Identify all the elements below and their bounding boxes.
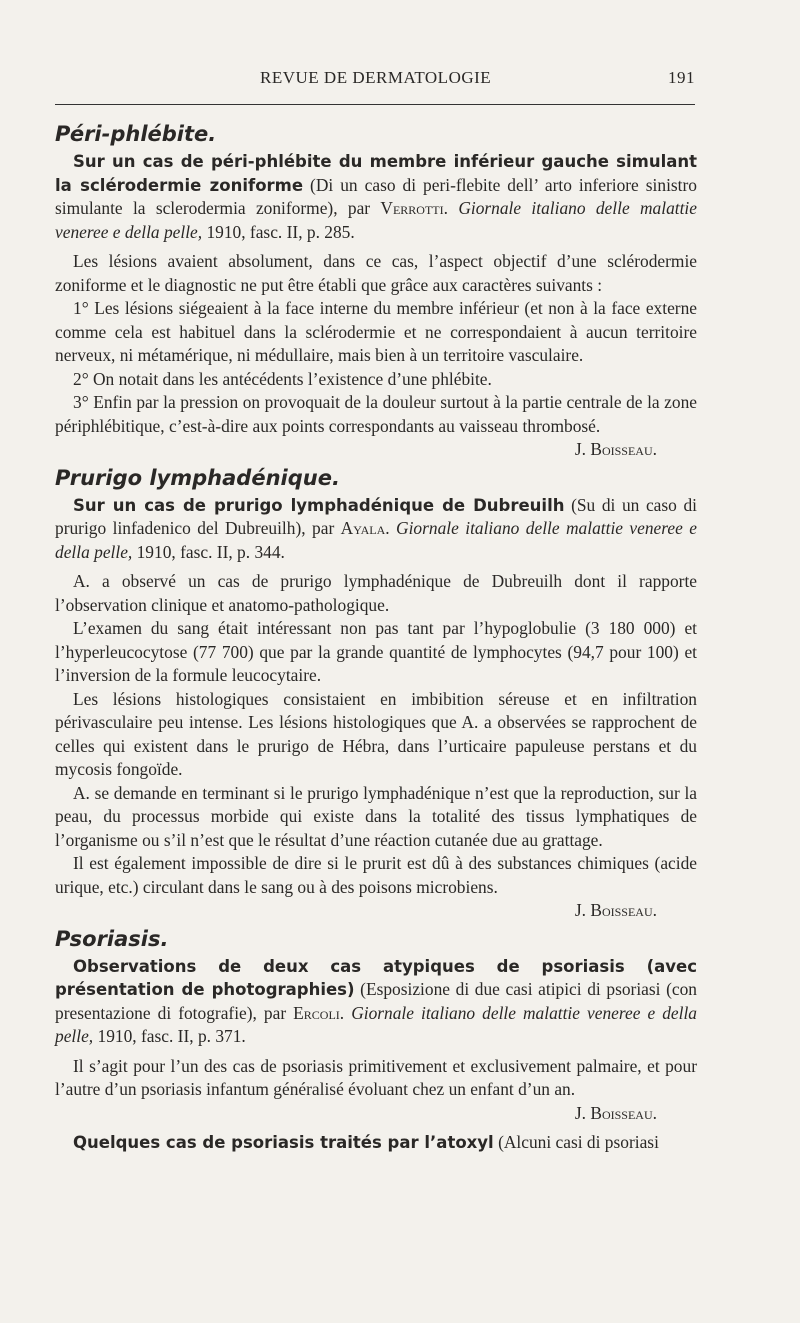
paragraph: L’examen du sang était intéressant non pas tant par l’hypoglobulie (3 180 000) et l’hyperleucocytose (77 700) que par la grande quantité de lymphocytes (94,7 pour 100) et l’inversion de la formule leucocytaire. xyxy=(55,618,697,685)
article-body xyxy=(55,118,697,1155)
abstract-title: Sur un cas de prurigo lymphadénique de Dubreuilh xyxy=(73,495,565,515)
italian-title: (Su di un caso di prurigo linfadenico del Dubreuilh), par xyxy=(55,494,697,538)
signature-line xyxy=(55,1102,697,1126)
abstract-title: Sur un cas de péri-phlébite du membre inférieur gauche simulant la sclérodermie zoniforme xyxy=(55,152,697,195)
paragraph: Les lésions histologiques consistaient en imbibition séreuse et en infiltration périvasculaire peu intense. Les lésions histologiques que A. a observées se rapprochent de celles qui existent dans le prurigo de Hébra, dans l’urticaire papuleuse perstans et du mycosis fongoïde. xyxy=(55,688,697,779)
page-number: 191 xyxy=(668,68,695,87)
running-title: REVUE DE DERMATOLOGIE xyxy=(260,68,492,87)
abstract-citation xyxy=(55,1131,697,1155)
separator: . xyxy=(443,198,459,218)
signature: J. Boisseau. xyxy=(574,439,657,459)
abstract-citation xyxy=(55,955,697,1049)
journal-name: Giornale italiano delle malattie veneree e della pelle, xyxy=(55,198,697,242)
paragraph: 2° On notait dans les antécédents l’existence d’une phlébite. xyxy=(73,368,492,389)
author-name: Verrotti xyxy=(380,198,444,218)
signature: J. Boisseau. xyxy=(574,1102,657,1123)
author-name: Ercoli xyxy=(293,1002,340,1023)
section-title: Psoriasis. xyxy=(55,926,169,951)
separator: . xyxy=(339,1002,352,1023)
author-name: Ayala xyxy=(340,518,386,538)
paragraph: Les lésions avaient absolument, dans ce cas, l’aspect objectif d’une sclérodermie zoniforme et le diagnostic ne put être établi que grâce aux caractères suivants : xyxy=(55,251,697,295)
header-rule xyxy=(55,104,695,105)
paragraph: A. se demande en terminant si le prurigo lymphadénique n’est que la reproduction, sur la peau, du processus morbide qui existe dans la totalité des tissus lymphatiques de l’organisme ou s’il n’est que le résultat d’une réaction cutanée due au grattage. xyxy=(55,782,697,850)
signature: J. Boisseau. xyxy=(574,900,657,920)
separator: . xyxy=(385,518,397,538)
abstract-title: Quelques cas de psoriasis traités par l’atoxyl xyxy=(73,1133,494,1152)
reference: 1910, fasc. II, p. 371. xyxy=(93,1026,246,1046)
italian-title: (Di un caso di peri-flebite dell’ arto inferiore sinistro simulante la sclerodermia zoniforme), par xyxy=(55,174,697,218)
journal-name: Giornale italiano delle malattie veneree e della pelle, xyxy=(55,518,697,562)
paragraph: Il s’agit pour l’un des cas de psoriasis primitivement et exclusivement palmaire, et pour l’autre d’un psoriasis infantum généralisé évoluant chez un enfant d’un an. xyxy=(55,1055,697,1099)
reference: 1910, fasc. II, p. 344. xyxy=(132,541,285,562)
section-title: Prurigo lymphadénique. xyxy=(55,465,340,490)
section-title: Péri-phlébite. xyxy=(55,122,217,146)
paragraph: Il est également impossible de dire si le prurit est dû à des substances chimiques (acide urique, etc.) circulant dans le sang ou à des poisons microbiens. xyxy=(55,853,697,897)
signature-line xyxy=(55,438,697,462)
signature-line xyxy=(55,899,697,923)
abstract-title: Observations de deux cas atypiques de psoriasis (avec présentation de photographies) xyxy=(55,956,697,999)
italian-title: (Alcuni casi di psoriasi xyxy=(493,1132,659,1152)
paragraph: 3° Enfin par la pression on provoquait de la douleur surtout à la partie centrale de la zone périphlébitique, c’est-à-dire aux points correspondants au vaisseau thrombosé. xyxy=(55,392,697,436)
paragraph: 1° Les lésions siégeaient à la face interne du membre inférieur (et non à la face externe comme cela est habituel dans la sclérodermie et ne correspondaient à aucun territoire nerveux, ni métamérique, ni médullaire, mais bien à un territoire vasculaire. xyxy=(55,298,697,365)
abstract-citation xyxy=(55,150,697,244)
italian-title: (Esposizione di due casi atipici di psoriasi (con presentazione di fotografie), par xyxy=(55,979,697,1023)
reference: 1910, fasc. II, p. 285. xyxy=(202,221,355,242)
paragraph: A. a observé un cas de prurigo lymphadénique de Dubreuilh dont il rapporte l’observation clinique et anatomo-pathologique. xyxy=(55,571,697,615)
abstract-citation xyxy=(55,494,697,565)
journal-name: Giornale italiano delle malattie veneree e della pelle, xyxy=(55,1002,697,1046)
